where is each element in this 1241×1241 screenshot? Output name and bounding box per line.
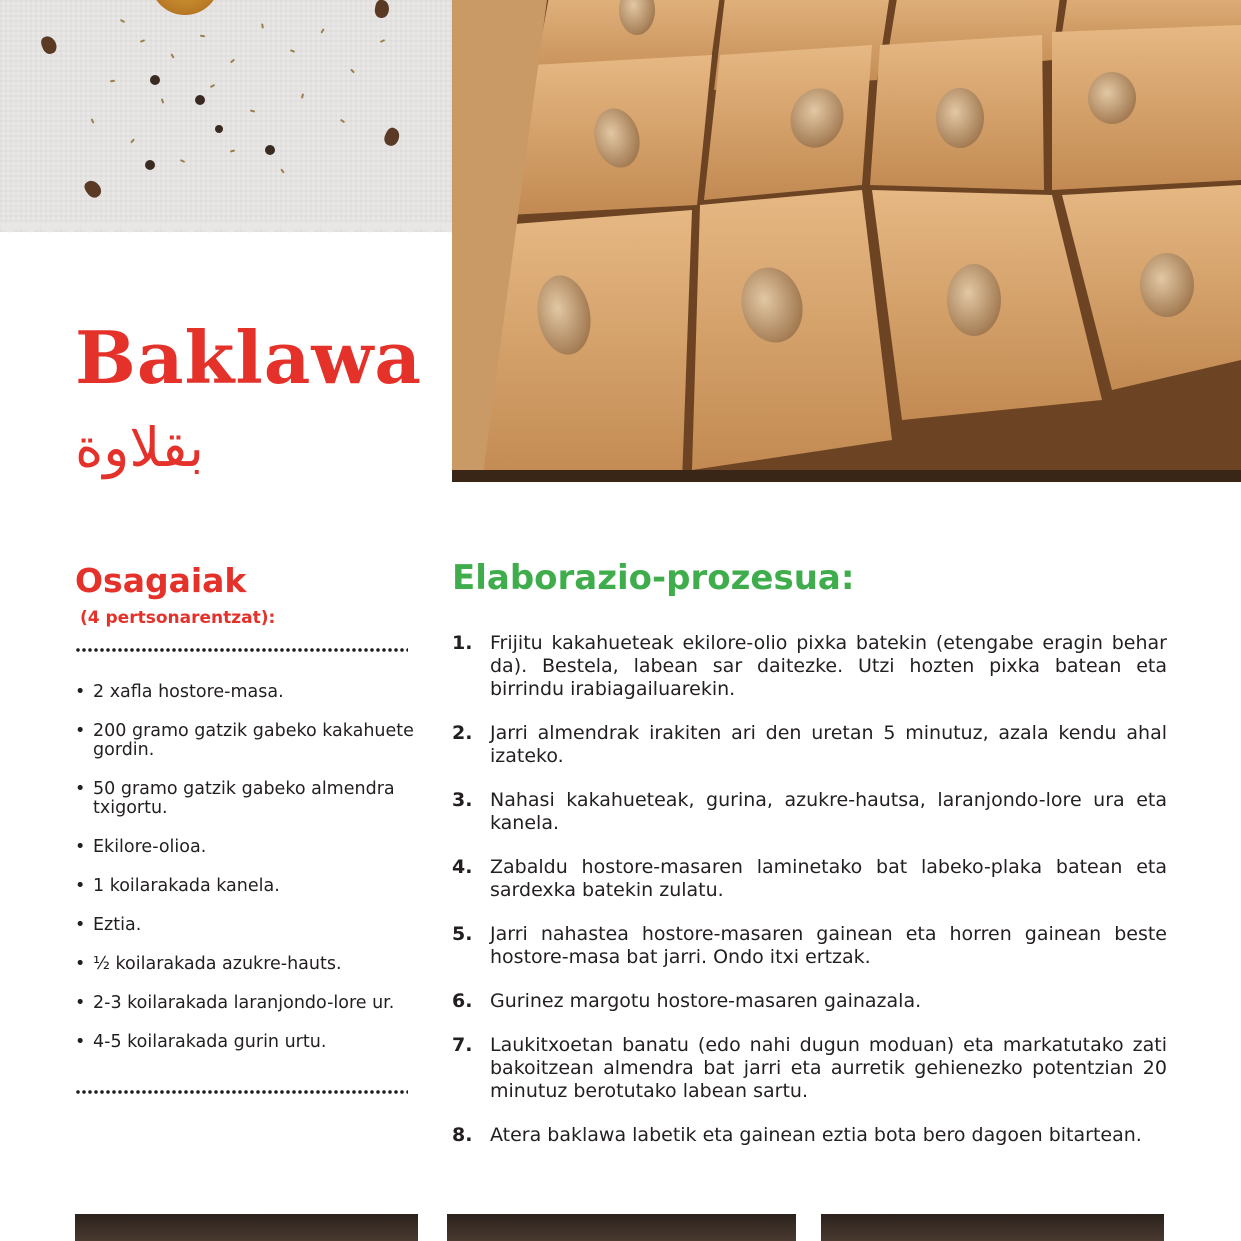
list-item: • 4-5 koilarakada gurin urtu.	[75, 1033, 420, 1052]
bottom-photo-2	[447, 1214, 796, 1241]
list-item: • Eztia.	[75, 916, 420, 935]
list-item: • 200 gramo gatzik gabeko kakahuete gordin.	[75, 722, 420, 760]
step-item	[452, 1124, 1167, 1147]
list-item: • Ekilore-olioa.	[75, 838, 420, 857]
list-item: • 2-3 koilarakada laranjondo-lore ur.	[75, 994, 420, 1013]
step-item	[452, 722, 1167, 768]
step-item	[452, 923, 1167, 969]
bottom-photo-1	[75, 1214, 418, 1241]
step-text: Laukitxoetan banatu (edo nahi dugun moduan) eta markatutako zati bakoitzean almendra bat jarri eta aurretik gehienezko potentzian 20 minutuz berotutako labean sartu.	[490, 1034, 1167, 1102]
step-number: 7.	[452, 1034, 473, 1056]
ingredients-heading: Osagaiak	[75, 561, 247, 600]
step-item	[452, 1034, 1167, 1103]
dotted-divider	[75, 648, 408, 652]
step-text: Frijitu kakahueteak ekilore-olio pixka batekin (etengabe eragin behar da). Bestela, labean sar daitezke. Utzi hozten pixka batean eta birrindu irabiagailuarekin.	[490, 632, 1167, 700]
process-steps	[452, 632, 1167, 1168]
page-title: Baklawa	[75, 315, 423, 400]
step-number: 4.	[452, 856, 473, 878]
step-text: Nahasi kakahueteak, gurina, azukre-hautsa, laranjondo-lore ura eta kanela.	[490, 789, 1167, 834]
scalloped-edge	[0, 222, 452, 242]
process-heading: Elaborazio-prozesua:	[452, 558, 855, 598]
step-number: 6.	[452, 990, 473, 1012]
step-number: 5.	[452, 923, 473, 945]
step-text: Zabaldu hostore-masaren laminetako bat labeko-plaka batean eta sardexka batekin zulatu.	[490, 856, 1167, 901]
step-number: 3.	[452, 789, 473, 811]
step-text: Atera baklawa labetik eta gainean eztia bota bero dagoen bitartean.	[490, 1124, 1142, 1146]
list-item: • 2 xafla hostore-masa.	[75, 683, 420, 702]
step-item	[452, 856, 1167, 902]
spice-bowl	[150, 0, 220, 15]
dotted-divider	[75, 1090, 408, 1094]
list-item: • ½ koilarakada azukre-hauts.	[75, 955, 420, 974]
baklawa-photo	[452, 0, 1241, 482]
ingredients-list	[75, 683, 420, 1072]
step-number: 1.	[452, 632, 473, 654]
arabic-title: بقلاوة	[75, 416, 204, 479]
bottom-photo-3	[821, 1214, 1164, 1241]
step-item	[452, 789, 1167, 835]
step-text: Jarri almendrak irakiten ari den uretan 5 minutuz, azala kendu ahal izateko.	[490, 722, 1167, 767]
step-number: 8.	[452, 1124, 473, 1146]
step-number: 2.	[452, 722, 473, 744]
list-item: • 50 gramo gatzik gabeko almendra txigortu.	[75, 780, 420, 818]
ingredients-servings: (4 pertsonarentzat):	[80, 608, 276, 628]
list-item: • 1 koilarakada kanela.	[75, 877, 420, 896]
step-item	[452, 632, 1167, 701]
spices-background-image	[0, 0, 452, 232]
step-text: Gurinez margotu hostore-masaren gainazala.	[490, 990, 922, 1012]
step-text: Jarri nahastea hostore-masaren gainean eta horren gainean beste hostore-masa bat jarri. Ondo itxi ertzak.	[490, 923, 1167, 968]
step-item	[452, 990, 1167, 1013]
